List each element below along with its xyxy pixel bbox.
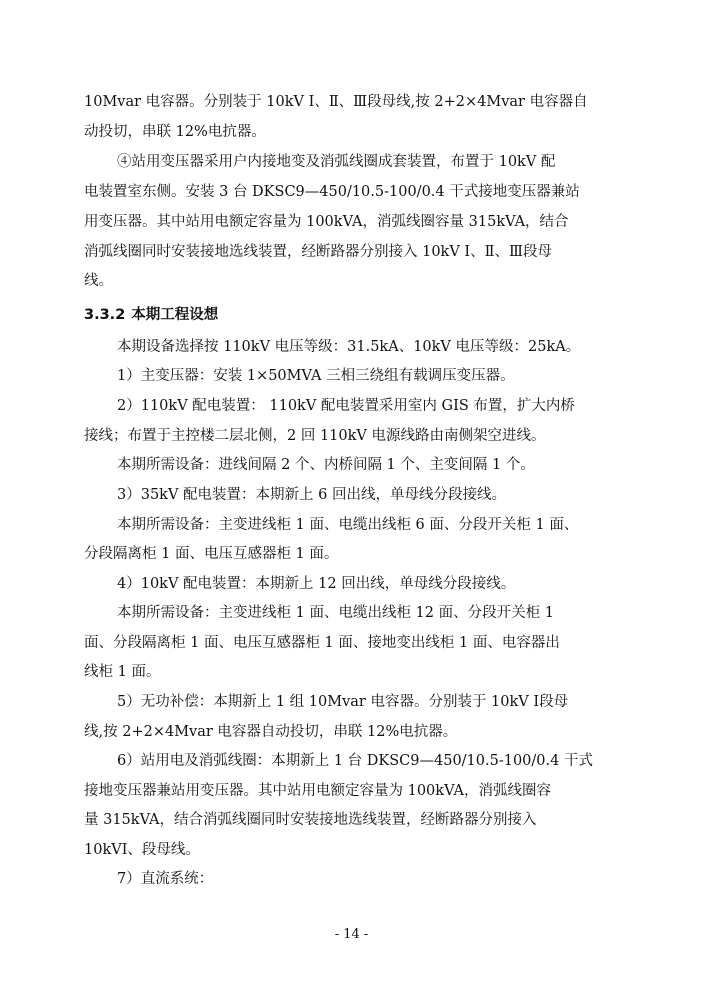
text-line: ④站用变压器采用户内接地变及消弧线圈成套装置，布置于 10kV 配 [117, 154, 556, 170]
text-line: 本期设备选择按 110kV 电压等级：31.5kA、10kV 电压等级：25kA。 [117, 339, 581, 355]
text-line: 面、分段隔离柜 1 面、电压互感器柜 1 面、接地变出线柜 1 面、电容器出 [84, 635, 560, 651]
text-line: 7）直流系统： [117, 871, 214, 887]
text-line: 6）站用电及消弧线圈：本期新上 1 台 DKSC9—450/10.5-100/0.4 干式 [117, 753, 593, 769]
text-line: 线柜 1 面。 [84, 664, 161, 680]
section-number: 3.3.2 [84, 307, 126, 323]
text-line: 本期所需设备：进线间隔 2 个、内桥间隔 1 个、主变间隔 1 个。 [117, 457, 535, 473]
section-title: 本期工程设想 [131, 307, 219, 323]
text-line: 4）10kV 配电装置：本期新上 12 回出线，单母线分段接线。 [117, 576, 516, 592]
page-number: - 14 - [334, 927, 369, 942]
text-line: 1）主变压器：安装 1×50MVA 三相三绕组有载调压变压器。 [117, 368, 515, 384]
text-line: 线,按 2+2×4Mvar 电容器自动投切，串联 12%电抗器。 [84, 724, 458, 740]
text-line: 2）110kV 配电装置： 110kV 配电装置采用室内 GIS 布置，扩大内桥 [117, 398, 575, 414]
text-line: 用变压器。其中站用电额定容量为 100kVA，消弧线圈容量 315kVA，结合 [84, 214, 569, 230]
text-line: 本期所需设备：主变进线柜 1 面、电缆出线柜 12 面、分段开关柜 1 [117, 605, 554, 621]
text-line: 3）35kV 配电装置：本期新上 6 回出线，单母线分段接线。 [117, 487, 506, 503]
text-line: 10Mvar 电容器。分别装于 10kV Ⅰ、Ⅱ、Ⅲ段母线,按 2+2×4Mvar 电容器自 [84, 94, 588, 110]
text-line: 量 315kVA，结合消弧线圈同时安装接地选线装置，经断路器分别接入 [84, 812, 537, 828]
text-line: 接地变压器兼站用变压器。其中站用电额定容量为 100kVA，消弧线圈容 [84, 783, 552, 799]
text-line: 10kVⅠ、段母线。 [84, 842, 200, 858]
text-line: 本期所需设备：主变进线柜 1 面、电缆出线柜 6 面、分段开关柜 1 面、 [117, 517, 579, 533]
text-line: 分段隔离柜 1 面、电压互感器柜 1 面。 [84, 546, 339, 562]
section-heading [84, 305, 218, 325]
text-line: 动投切，串联 12%电抗器。 [84, 124, 266, 140]
text-line: 5）无功补偿：本期新上 1 组 10Mvar 电容器。分别装于 10kV Ⅰ段母 [117, 694, 569, 710]
text-line: 电装置室东侧。安装 3 台 DKSC9—450/10.5-100/0.4 干式接地变压器兼站 [84, 184, 580, 200]
text-line: 线。 [84, 273, 113, 289]
text-line: 消弧线圈同时安装接地选线装置，经断路器分别接入 10kV Ⅰ、Ⅱ、Ⅲ段母 [84, 244, 552, 260]
text-line: 接线；布置于主控楼二层北侧，2 回 110kV 电源线路由南侧架空进线。 [84, 428, 546, 444]
